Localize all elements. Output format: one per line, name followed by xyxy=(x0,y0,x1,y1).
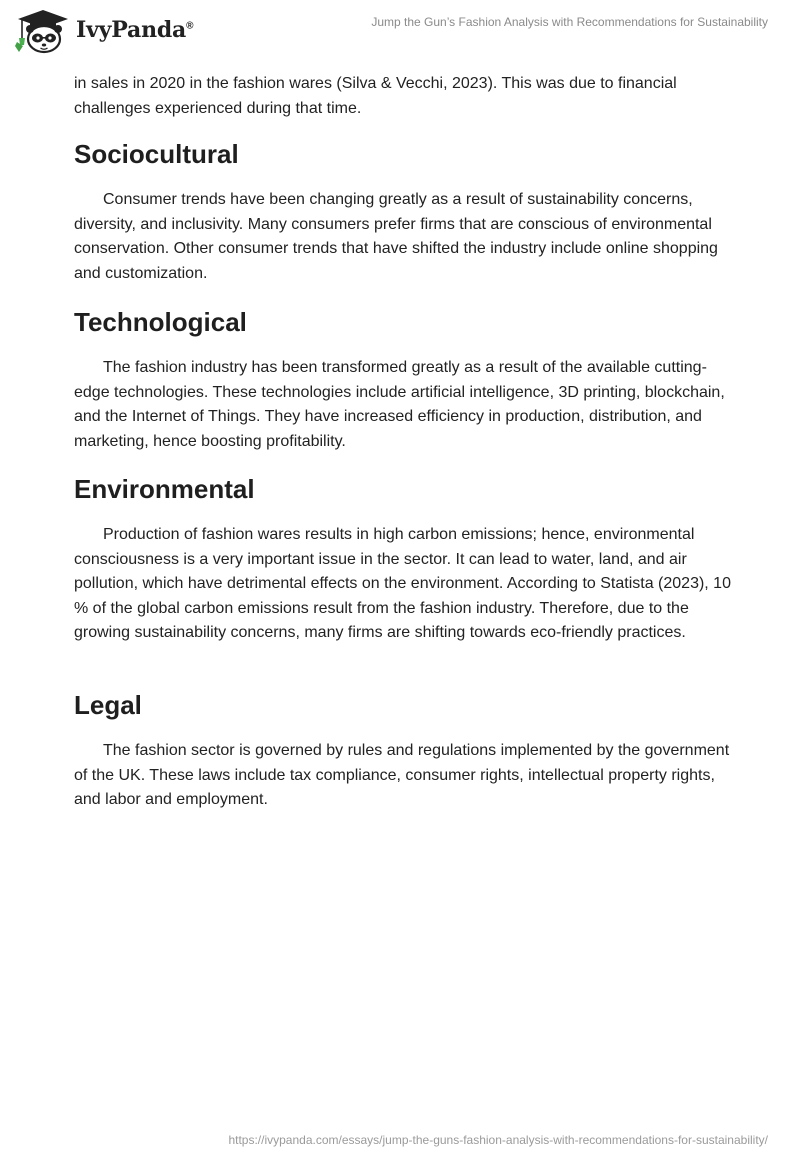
section-paragraph: The fashion industry has been transformed greatly as a result of the available cutting-edge technologies. These technologies include artificial intelligence, 3D printing, blockchain, and the Internet of Things. They have increased efficiency in production, distribution, and marketing, hence boosting profitability. xyxy=(74,359,725,450)
section-heading: Technological xyxy=(74,307,247,337)
registered-mark: ® xyxy=(186,20,194,32)
section-heading: Sociocultural xyxy=(74,139,239,169)
section-paragraph: The fashion sector is governed by rules and regulations implemented by the government of the UK. These laws include tax compliance, consumer rights, intellectual property rights, and labor and employment. xyxy=(74,742,730,808)
section-paragraph: Consumer trends have been changing greatly as a result of sustainability concerns, diversity, and inclusivity. Many consumers prefer firms that are conscious of environmental conservation. Other consumer trends that have shifted the industry include online shopping and customization. xyxy=(74,191,718,282)
intro-block xyxy=(74,72,734,121)
panda-graduate-icon xyxy=(14,8,72,54)
section-heading: Environmental xyxy=(74,474,255,504)
section-heading: Legal xyxy=(74,690,142,720)
brand-logo[interactable] xyxy=(14,8,193,54)
document-title: Jump the Gun’s Fashion Analysis with Recommendations for Sustainability xyxy=(371,15,768,29)
section-legal xyxy=(74,689,734,813)
section-sociocultural xyxy=(74,138,734,286)
section-technological xyxy=(74,306,734,454)
source-url-link[interactable]: https://ivypanda.com/essays/jump-the-guns-fashion-analysis-with-recommendations-for-sustainability/ xyxy=(228,1133,768,1147)
brand-name xyxy=(76,17,193,43)
section-environmental xyxy=(74,473,734,646)
intro-paragraph: in sales in 2020 in the fashion wares (Silva & Vecchi, 2023). This was due to financial challenges experienced during that time. xyxy=(74,75,677,117)
brand-name-text: IvyPanda xyxy=(76,17,187,43)
page-header xyxy=(0,0,800,60)
section-paragraph: Production of fashion wares results in high carbon emissions; hence, environmental consciousness is a very important issue in the sector. It can lead to water, land, and air pollution, which have detrimental effects on the environment. According to Statista (2023), 10 % of the global carbon emissions result from the fashion industry. Therefore, due to the growing sustainability concerns, many firms are shifting towards eco-friendly practices. xyxy=(74,526,731,641)
